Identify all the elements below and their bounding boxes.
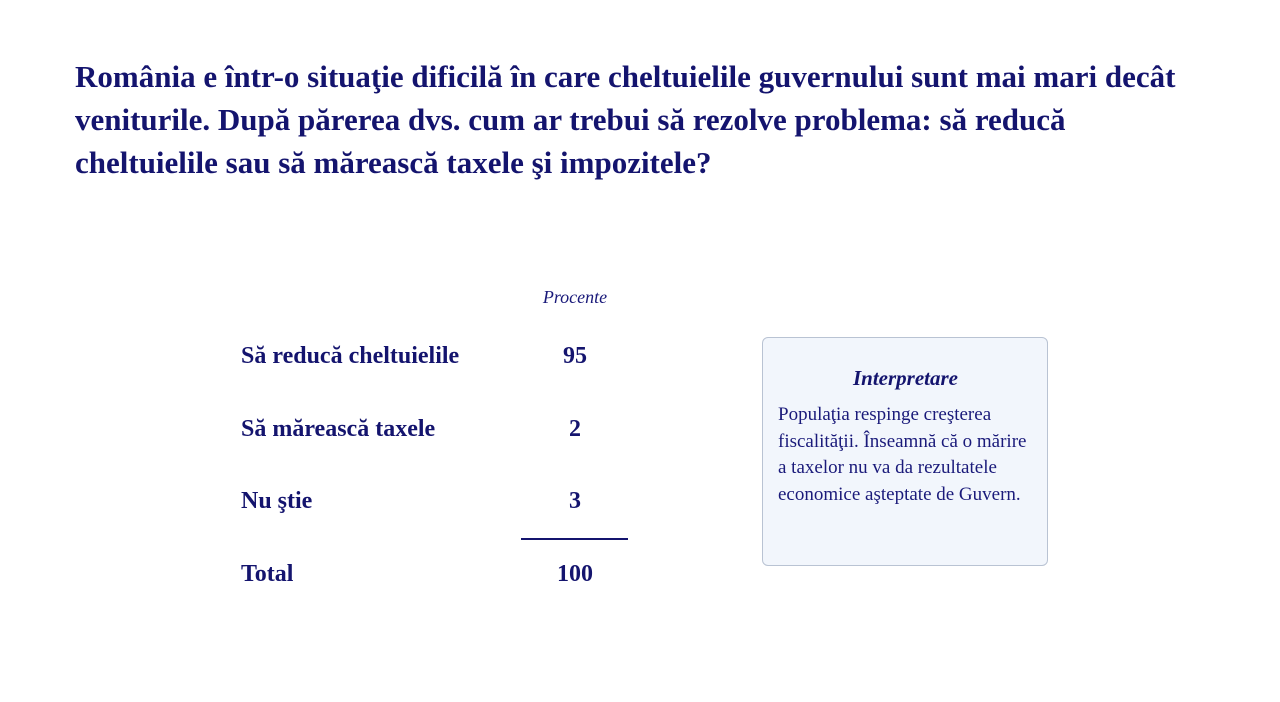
row-label-reduce-spending: Să reducă cheltuielile <box>241 343 460 369</box>
row-value-reduce-spending: 95 <box>563 343 587 369</box>
units-label: Procente <box>542 287 608 307</box>
row-label-raise-taxes: Să mărească taxele <box>241 416 436 442</box>
interpretation-box <box>762 337 1048 566</box>
row-label-total: Total <box>241 561 294 587</box>
total-divider <box>521 538 628 540</box>
interpretation-text: Populaţia respinge creşterea fiscalităţii. Înseamnă că o mărire a taxelor nu va da rezultatele economice aşteptate de Guvern. <box>778 404 1027 505</box>
page-title: România e într-o situaţie dificilă în care cheltuielile guvernului sunt mai mari decât veniturile. După părerea dvs. cum ar trebui să rezolve problema: să reducă cheltuielile sau să mărească taxele şi impozitele? <box>75 59 1176 180</box>
row-label-dont-know: Nu ştie <box>241 488 313 514</box>
row-value-raise-taxes: 2 <box>569 416 581 442</box>
row-value-total: 100 <box>557 561 593 587</box>
row-value-dont-know: 3 <box>569 488 581 514</box>
interpretation-title: Interpretare <box>853 366 958 390</box>
